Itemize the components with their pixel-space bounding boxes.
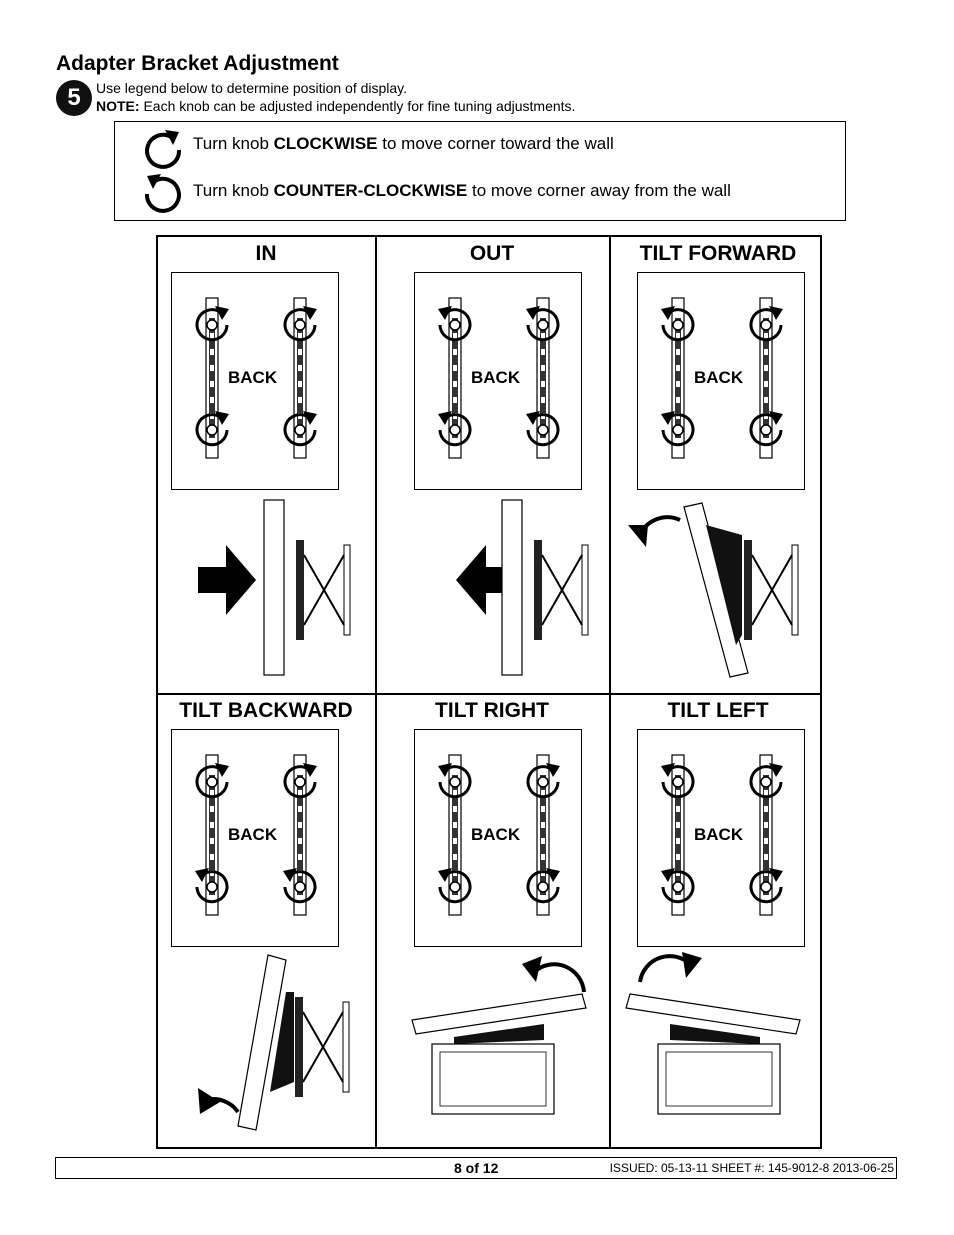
display-panel (502, 500, 522, 675)
cell-out (376, 237, 608, 692)
cell-tilt-backward (158, 694, 374, 1149)
curved-arrow-icon (628, 525, 648, 547)
instructions (96, 79, 575, 115)
side-view-tilt-right (384, 952, 602, 1147)
rotation-legend (114, 121, 846, 221)
cell-title: TILT BACKWARD (179, 699, 353, 722)
wall-bracket-icon (432, 1044, 554, 1114)
cell-title: TILT FORWARD (639, 242, 797, 265)
page-number: 8 of 12 (454, 1160, 499, 1176)
clockwise-arrow-icon (141, 128, 185, 172)
back-label: BACK (228, 368, 278, 387)
cell-title: OUT (469, 242, 515, 265)
cell-in (158, 237, 374, 692)
back-label: BACK (228, 825, 278, 844)
back-view-box (171, 272, 339, 490)
back-label: BACK (471, 825, 521, 844)
side-view-out (384, 495, 602, 690)
cell-tilt-forward (610, 237, 826, 692)
back-view-box (414, 272, 582, 490)
wall-bracket-icon (296, 540, 350, 640)
cell-title: TILT RIGHT (435, 699, 549, 722)
wall-bracket-icon (744, 540, 798, 640)
display-panel (412, 994, 586, 1034)
legend-counter-clockwise: Turn knob COUNTER-CLOCKWISE to move corner away from the wall (193, 181, 731, 200)
back-label: BACK (694, 368, 744, 387)
curved-arrow-icon (198, 1088, 220, 1114)
instruction-text: Use legend below to determine position of display. (96, 80, 408, 96)
cell-tilt-left (610, 694, 826, 1149)
wall-bracket-icon (295, 997, 349, 1097)
side-view-tilt-forward (610, 495, 828, 690)
wall-bracket-icon (534, 540, 588, 640)
page-title: Adapter Bracket Adjustment (56, 52, 339, 75)
issue-info: ISSUED: 05-13-11 SHEET #: 145-9012-8 2013-06-25 (609, 1161, 894, 1175)
curved-arrow-icon (522, 956, 542, 982)
back-view-box (171, 729, 339, 947)
page-footer (55, 1157, 897, 1179)
note-text: Each knob can be adjusted independently for fine tuning adjustments. (139, 98, 576, 114)
back-view-box (637, 729, 805, 947)
note-line (96, 97, 575, 115)
side-view-tilt-backward (158, 952, 376, 1147)
display-panel (264, 500, 284, 675)
counter-clockwise-arrow-icon (141, 172, 185, 216)
note-label: NOTE: (96, 98, 140, 114)
side-view-tilt-left (610, 952, 828, 1147)
arrow-toward-wall-icon (198, 545, 256, 615)
curved-arrow-icon (682, 952, 702, 978)
step-number-badge: 5 (56, 80, 92, 116)
cell-tilt-right (376, 694, 608, 1149)
cell-title: TILT LEFT (667, 699, 769, 722)
back-label: BACK (471, 368, 521, 387)
display-panel (626, 994, 800, 1034)
back-view-box (637, 272, 805, 490)
wall-bracket-icon (658, 1044, 780, 1114)
back-label: BACK (694, 825, 744, 844)
cell-title: IN (255, 242, 277, 265)
back-view-box (414, 729, 582, 947)
legend-clockwise: Turn knob CLOCKWISE to move corner toward the wall (193, 134, 614, 153)
side-view-in (158, 495, 376, 690)
adjustment-grid (156, 235, 822, 1149)
